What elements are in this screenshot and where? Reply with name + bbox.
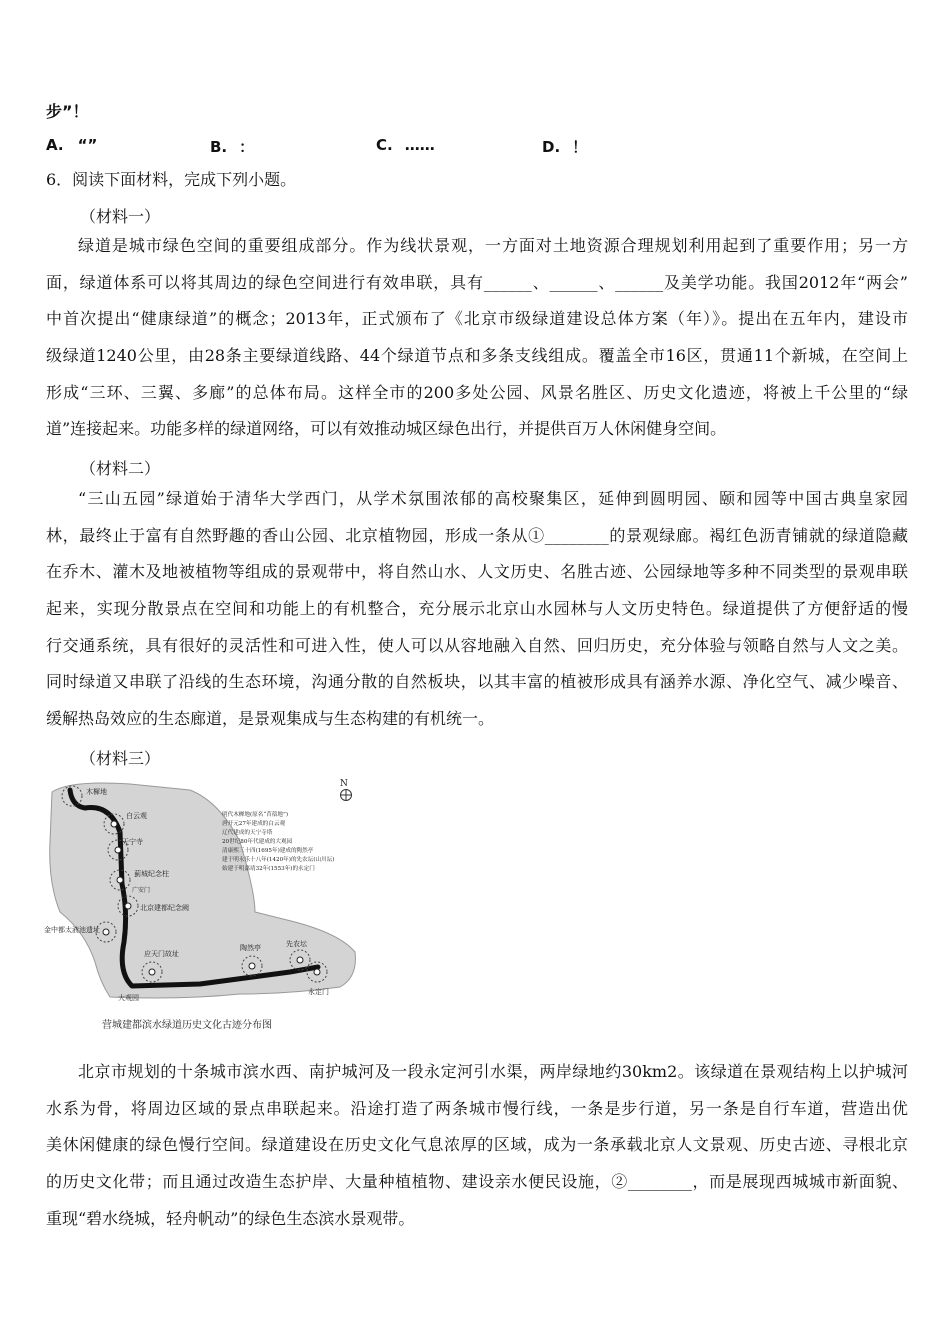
site-label: 应天门故址 <box>144 950 179 958</box>
option-b <box>210 136 254 157</box>
paragraph-line: 美休闲健康的绿色慢行空间。绿道建设在历史文化气息浓厚的区域，成为一条承载北京人文景观、历史古迹、寻根北京 <box>46 1135 908 1155</box>
greenway-map-figure <box>40 772 370 1032</box>
paragraph-line: 同时绿道又串联了沿线的生态环境，沟通分散的自然板块，以其丰富的植被形成具有涵养水源、净化空气、减少噪音、 <box>46 672 908 692</box>
legend-item: 唐开元27年建成的白云观 <box>222 821 286 827</box>
legend-item: 始建于明嘉靖32年(1553年)的永定门 <box>222 866 315 872</box>
site-label: 大观园 <box>118 994 139 1002</box>
site-label: 北京建都纪念阙 <box>140 904 189 912</box>
map-legend <box>222 810 334 872</box>
legend-item: 20世纪80年代建成的大观园 <box>222 839 293 845</box>
material2-label: （材料二） <box>80 459 161 478</box>
paragraph-line: 缓解热岛效应的生态廊道，是景观集成与生态构建的有机统一。 <box>46 709 495 729</box>
material1-label: （材料一） <box>80 207 161 226</box>
paragraph-line: “三山五园”绿道始于清华大学西门，从学术氛围浓郁的高校聚集区，延伸到圆明园、颐和园等中国古典皇家园 <box>78 489 908 508</box>
option-text: “” <box>77 136 98 154</box>
paragraph-line: 中首次提出“健康绿道”的概念；2013年，正式颁布了《北京市级绿道建设总体方案（年）》。提出在五年内，建设市 <box>46 309 908 329</box>
option-text: …… <box>404 136 435 154</box>
option-letter: A. <box>46 136 64 154</box>
site-label: 陶然亭 <box>240 944 261 952</box>
option-text: ！ <box>572 138 588 156</box>
map-region <box>50 783 356 998</box>
paragraph-line: 林，最终止于富有自然野趣的香山公园、北京植物园，形成一条从①________的景观绿廊。褐红色沥青铺就的绿道隐藏 <box>46 525 908 545</box>
option-d <box>542 136 587 157</box>
paragraph-line: 重现“碧水绕城，轻舟帆动”的绿色生态滨水景观带。 <box>46 1208 415 1228</box>
paragraph-line: 在乔木、灌木及地被植物等组成的景观带中，将自然山水、人文历史、名胜古迹、公园绿地等多种不同类型的景观串联 <box>46 562 908 582</box>
option-c <box>376 136 435 154</box>
paragraph-line: 绿道是城市绿色空间的重要组成部分。作为线状景观，一方面对土地资源合理规划利用起到了重要作用；另一方 <box>78 236 908 255</box>
paragraph-line: 形成“三环、三翼、多廊”的总体布局。这样全市的200多处公园、风景名胜区、历史文化遗迹，将被上千公里的“绿 <box>46 382 908 402</box>
paragraph-line: 面，绿道体系可以将其周边的绿色空间进行有效串联，具有______、______、______及美学功能。我国2012年“两会” <box>46 272 908 292</box>
top-fragment: 步”！ <box>46 102 89 121</box>
material2-paragraph <box>46 481 908 738</box>
paragraph-line: 北京市规划的十条城市滨水西、南护城河及一段永定河引水渠，两岸绿地约30km2。该绿道在景观结构上以护城河 <box>78 1062 908 1081</box>
material1-paragraph <box>46 228 908 448</box>
option-letter: C. <box>376 136 393 154</box>
legend-item: 建于明永乐十八年(1420年)的先农坛(山川坛) <box>222 857 335 863</box>
option-letter: D. <box>542 138 561 156</box>
site-label: 永定门 <box>308 988 329 996</box>
paragraph-line: 起来，实现分散景点在空间和功能上的有机整合，充分展示北京山水园林与人文历史特色。绿道提供了方便舒适的慢 <box>46 599 908 619</box>
compass-icon <box>340 789 352 801</box>
site-label: 木樨地 <box>86 788 107 796</box>
option-letter: B. <box>210 138 228 156</box>
legend-item: 辽代建成的天宁寺塔 <box>222 830 273 836</box>
paragraph-line: 级绿道1240公里，由28条主要绿道线路、44个绿道节点和多条支线组成。覆盖全市16区，贯通11个新城，在空间上 <box>46 346 908 366</box>
paragraph-line: 道”连接起来。功能多样的绿道网络，可以有效推动城区绿色出行，并提供百万人休闲健身空间。 <box>46 419 727 439</box>
compass-label: N <box>340 779 348 789</box>
paragraph-line: 的历史文化带；而且通过改造生态护岸、大量种植植物、建设亲水便民设施，②________，而是展现西城城市新面貌、 <box>46 1172 908 1192</box>
map-caption: 营城建都滨水绿道历史文化古迹分布图 <box>102 1020 272 1031</box>
option-text: ： <box>239 138 255 156</box>
site-label: 先农坛 <box>286 940 307 948</box>
material3-label: （材料三） <box>80 749 161 768</box>
option-a <box>46 136 97 154</box>
site-label: 天宁寺 <box>122 838 143 846</box>
question-title: 6．阅读下面材料，完成下列小题。 <box>46 170 297 189</box>
paragraph-line: 水系为骨，将周边区域的景点串联起来。沿途打造了两条城市慢行线，一条是步行道，另一条是自行车道，营造出优 <box>46 1098 908 1118</box>
site-label: 广安门 <box>132 887 151 894</box>
material3-paragraph <box>46 1054 908 1237</box>
legend-item: 清康熙三十四(1695年)建成的陶然亭 <box>222 848 314 854</box>
legend-item: 明代木樨地(原名“苜蓿地”) <box>222 812 289 818</box>
paragraph-line: 行交通系统，具有很好的灵活性和可进入性，使人可以从容地融入自然、回归历史，充分体验与领略自然与人文之美。 <box>46 635 908 655</box>
site-label: 蓟城纪念柱 <box>134 870 169 878</box>
greenway-map <box>40 772 370 1032</box>
site-label: 白云观 <box>126 812 147 820</box>
site-label: 金中都太液池遗址 <box>44 926 100 934</box>
